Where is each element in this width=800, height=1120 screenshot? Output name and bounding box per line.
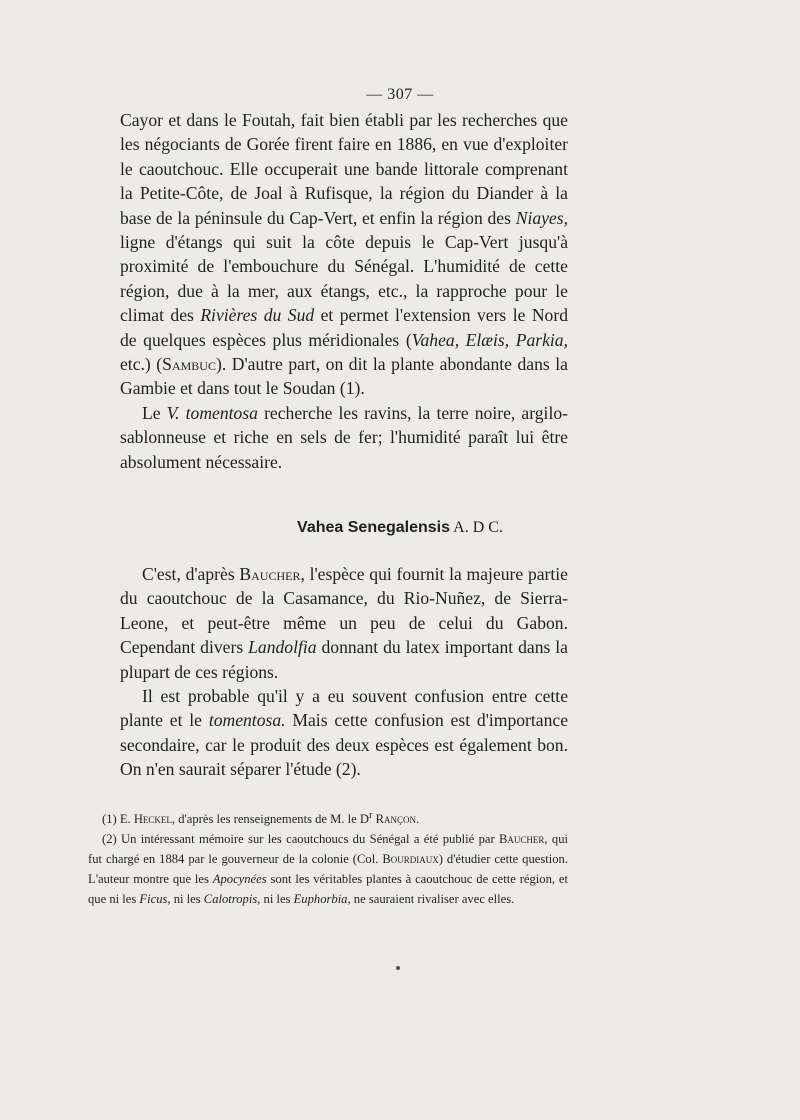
paragraph-2	[120, 401, 568, 474]
italic-run: Ficus,	[139, 892, 171, 907]
paragraph-4	[120, 684, 568, 782]
page-number: — 307 —	[366, 86, 434, 103]
text-run: ligne d'étangs qui suit la côte depuis le Cap-Vert jusqu'à proximité de l'embouchure du Sénégal. L'humidité de cette région, due à la mer, aux étangs, etc., la rapproche pour le climat des	[120, 232, 568, 326]
text-run: Cayor et dans le Foutah, fait bien établi par les recherches que les négociants de Gorée firent faire en 1886, en vue d'exploiter le caoutchouc. Elle occuperait une bande littorale comprenant la Petite-Côte, de Joal à Rufisque, la région du Diander à la base de la péninsule du Cap-Vert, et enfin la région des	[120, 110, 568, 228]
text-run: ne sauraient rivaliser avec elles.	[350, 892, 515, 907]
footnote-2	[88, 829, 568, 909]
text-run: , qui fut chargé en 1884 par le gouverneur de la colonie (Col.	[88, 832, 568, 867]
text-run: etc.) (	[120, 354, 163, 375]
text-run: sont les véritables plantes à caoutchouc de cette région, et que ni les	[88, 872, 568, 907]
text-run: ni les	[260, 892, 294, 907]
italic-run: Vahea, Elæis, Parkia,	[411, 329, 568, 350]
text-run: C'est, d'après	[142, 564, 240, 584]
small-caps-run: Heckel	[133, 812, 172, 827]
heading-author: A. D C.	[450, 519, 503, 536]
text-run: Il est probable qu'il y a eu souvent confusion entre cette plante et le	[120, 686, 568, 731]
small-caps-run: Baucher	[499, 832, 545, 847]
superscript: r	[369, 810, 373, 821]
text-run: ) d'étudier cette question. L'auteur montre que les	[88, 852, 569, 887]
text-run: ni les	[170, 892, 204, 907]
italic-run: Calotropis,	[203, 892, 261, 907]
text-run: ). D'autre part, on dit la plante abondante dans la Gambie et dans tout le Soudan (1).	[120, 354, 568, 399]
text-run: donnant du latex important dans la plupart de ces régions.	[120, 637, 568, 682]
text-run: (1) E.	[102, 812, 134, 827]
heading-title: Vahea Senegalensis	[297, 519, 451, 536]
italic-run: V. tomentosa	[166, 402, 258, 423]
text-run: et permet l'extension vers le Nord de quelques espèces plus méridionales (	[120, 305, 569, 350]
text-run: Mais cette confusion est d'importance secondaire, car le produit des deux espèces est également bon. On n'en saurait séparer l'étude (2).	[120, 710, 569, 780]
text-run: .	[416, 812, 420, 827]
italic-run: tomentosa.	[208, 710, 286, 731]
italic-run: Niayes,	[515, 207, 568, 228]
small-caps-run: Rançon	[375, 812, 417, 827]
small-caps-run: Baucher	[239, 564, 301, 584]
italic-run: Apocynées	[212, 872, 267, 887]
small-caps-run: Bourdiaux	[382, 852, 439, 867]
text-run: recherche les ravins, la terre noire, argilo-sablonneuse et riche en sels de fer; l'humidité paraît lui être absolument nécessaire.	[120, 402, 568, 472]
small-caps-run: Sambuc	[162, 354, 216, 375]
italic-run: Rivières du Sud	[200, 305, 315, 326]
body-text	[120, 108, 568, 474]
footnote-1	[88, 806, 568, 829]
footnotes	[88, 806, 568, 909]
italic-run: Landolfia	[248, 637, 317, 658]
paragraph-1	[120, 108, 568, 401]
italic-run: Euphorbia,	[293, 892, 351, 907]
section-heading	[0, 519, 800, 537]
section-body	[120, 562, 568, 782]
stray-ink-mark	[396, 966, 400, 970]
text-run: , l'espèce qui fournit la majeure partie du caoutchouc de la Casamance, du Rio-Nuñez, de Sierra-Leone, et peut-être même un peu de celui du Gabon. Cependant divers	[120, 564, 568, 658]
paragraph-3	[120, 562, 568, 684]
text-run: (2) Un intéressant mémoire sur les caoutchoucs du Sénégal a été publié par	[102, 832, 499, 847]
text-run: Le	[142, 402, 167, 423]
text-run: , d'après les renseignements de M. le D	[171, 812, 369, 827]
